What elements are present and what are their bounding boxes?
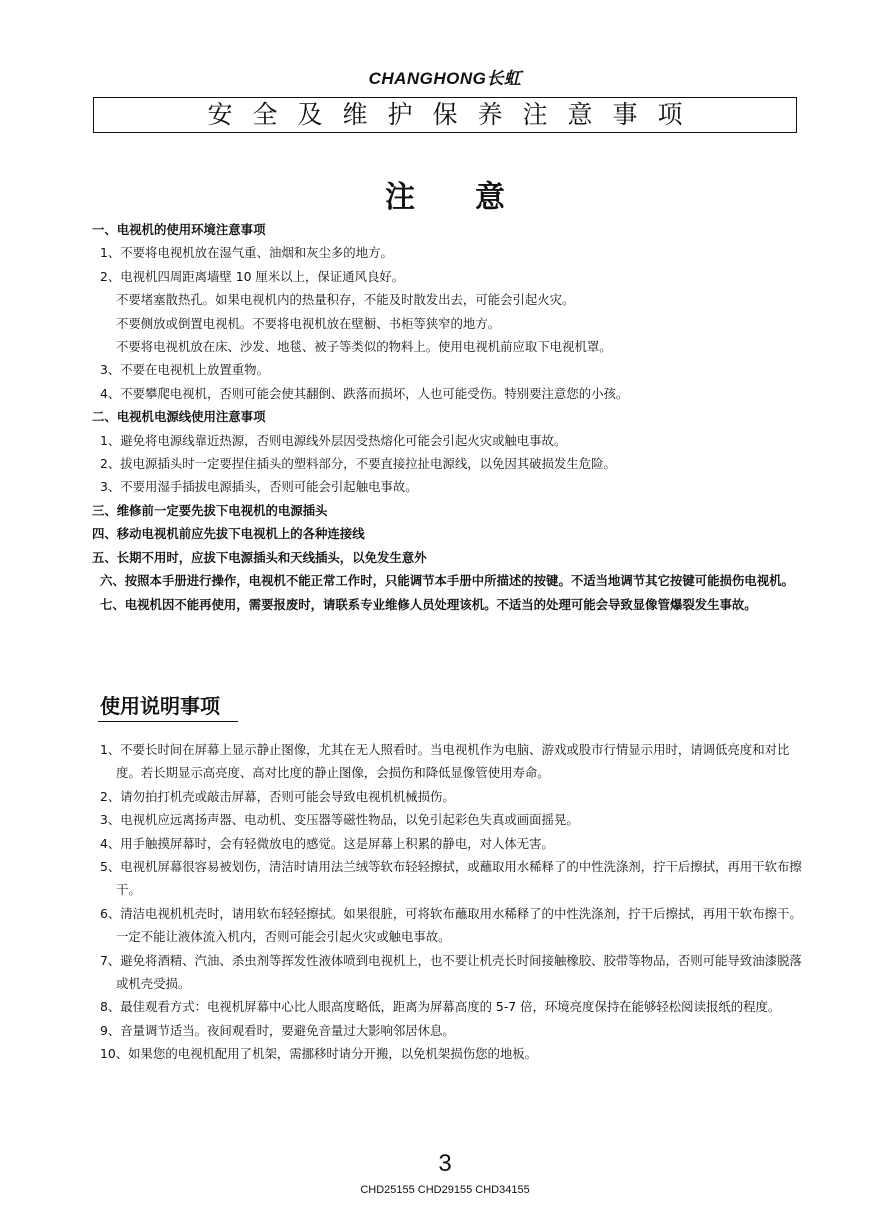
list-item: 2、电视机四周距离墙壁 10 厘米以上，保证通风良好。 [100,268,405,284]
usage-section [92,738,804,1066]
usage-item: 8、最佳观看方式：电视机屏幕中心比人眼高度略低，距离为屏幕高度的 5-7 倍，环境亮度保持在能够轻松阅读报纸的程度。 [100,999,781,1015]
safety-section [92,218,812,616]
notice-heading: 注意 [385,180,565,215]
list-item: 不要侧放或倒置电视机。不要将电视机放在壁橱、书柜等狭窄的地方。 [116,315,501,331]
section-heading: 四、移动电视机前应先拔下电视机上的各种连接线 [92,526,365,542]
usage-item: 9、音量调节适当。夜间观看时，要避免音量过大影响邻居休息。 [100,1022,455,1038]
section-heading: 一、电视机的使用环境注意事项 [92,222,266,237]
usage-item: 6、清洁电视机机壳时，请用软布轻轻擦拭。如果很脏，可将软布蘸取用水稀释了的中性洗涤剂，拧干后擦拭，再用干软布擦干。一定不能让液体流入机内，否则可能会引起火灾或触电事故。 [100,905,802,945]
usage-item: 4、用手触摸屏幕时，会有轻微放电的感觉。这是屏幕上积累的静电，对人体无害。 [100,835,554,851]
section-heading: 六、按照本手册进行操作，电视机不能正常工作时，只能调节本手册中所描述的按键。不适当地调节其它按键可能损伤电视机。 [100,573,794,589]
list-item: 不要堵塞散热孔。如果电视机内的热量积存，不能及时散发出去，可能会引起火灾。 [116,292,575,308]
page-title: 安全及维护保养注意事项 [207,100,703,129]
list-item: 4、不要攀爬电视机，否则可能会使其翻倒、跌落而损坏，人也可能受伤。特别要注意您的小孩。 [100,385,629,401]
list-item: 2、拔电源插头时一定要捏住插头的塑料部分，不要直接拉扯电源线，以免因其破损发生危险。 [100,456,616,472]
section-heading: 七、电视机因不能再使用，需要报废时，请联系专业维修人员处理该机。不适当的处理可能会导致显像管爆裂发生事故。 [100,596,757,612]
usage-item: 5、电视机屏幕很容易被划伤，清洁时请用法兰绒等软布轻轻擦拭，或蘸取用水稀释了的中性洗涤剂，拧干后擦拭，再用干软布擦干。 [100,859,802,898]
list-item: 3、不要用湿手插拔电源插头，否则可能会引起触电事故。 [100,479,418,495]
usage-item: 10、如果您的电视机配用了机架，需挪移时请分开搬，以免机架损伤您的地板。 [100,1046,538,1062]
brand-logo: CHANGHONG长虹 [368,69,522,88]
section-heading: 五、长期不用时，应拔下电源插头和天线插头，以免发生意外 [92,549,427,565]
list-item: 不要将电视机放在床、沙发、地毯、被子等类似的物料上。使用电视机前应取下电视机罩。 [116,339,612,355]
usage-section-title: 使用说明事项 [98,690,238,722]
usage-item: 7、避免将酒精、汽油、杀虫剂等挥发性液体喷到电视机上，也不要让机壳长时间接触橡胶、胶带等物品，否则可能导致油漆脱落或机壳受损。 [100,952,802,992]
usage-item: 1、不要长时间在屏幕上显示静止图像，尤其在无人照看时。当电视机作为电脑、游戏或股市行情显示用时，请调低亮度和对比度。若长期显示高亮度、高对比度的静止图像，会损伤和降低显像管使用寿命。 [100,742,790,781]
page-title-box [93,97,797,133]
model-numbers: CHD25155 CHD29155 CHD34155 [360,1184,530,1196]
section-heading: 三、维修前一定要先拔下电视机的电源插头 [92,502,328,518]
page-number: 3 [438,1150,452,1177]
section-heading: 二、电视机电源线使用注意事项 [92,409,266,425]
usage-item: 2、请勿拍打机壳或敲击屏幕，否则可能会导致电视机机械损伤。 [100,788,455,804]
list-item: 3、不要在电视机上放置重物。 [100,362,269,378]
list-item: 1、避免将电源线靠近热源，否则电源线外层因受热熔化可能会引起火灾或触电事故。 [100,432,567,448]
usage-item: 3、电视机应远离扬声器、电动机、变压器等磁性物品，以免引起彩色失真或画面摇晃。 [100,812,579,828]
list-item: 1、不要将电视机放在湿气重、油烟和灰尘多的地方。 [100,245,393,261]
